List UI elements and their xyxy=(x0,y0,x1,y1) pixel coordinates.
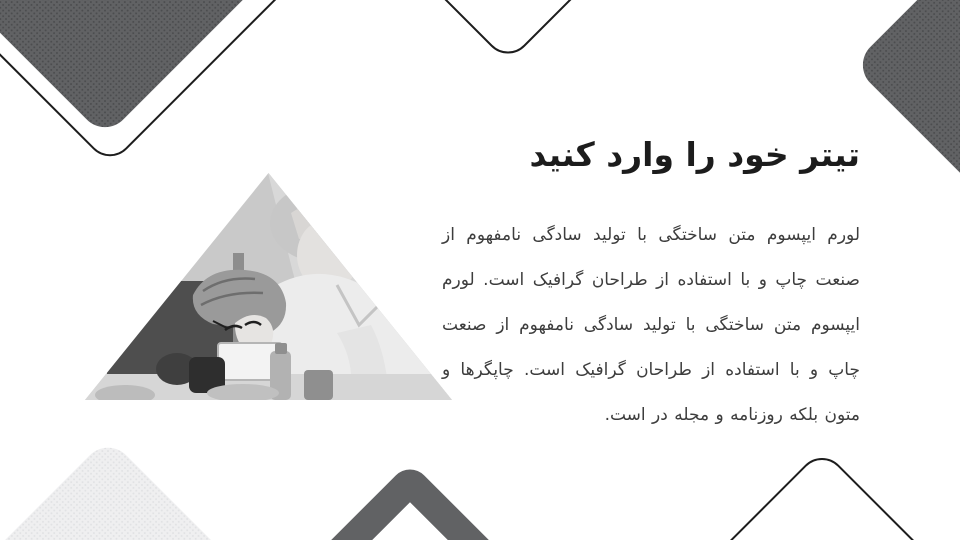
decor-diamond-top-left-outline xyxy=(0,0,322,166)
decor-diamond-bottom-left-filled xyxy=(0,437,313,540)
slide-body-text[interactable]: لورم ایپسوم متن ساختگی با تولید سادگی نامفهوم از صنعت چاپ و با استفاده از طراحان گرافیک است. لورم ایپسوم متن ساختگی با تولید سادگی نامفهوم از صنعت چاپ و با استفاده از طراحان گرافیک است. چاپگرها و متون بلکه روزنامه و مجله در است. xyxy=(442,225,860,425)
slide-text-column xyxy=(442,0,860,540)
decor-diamond-top-right-filled xyxy=(852,0,960,249)
slide-image-placeholder[interactable] xyxy=(85,173,452,400)
slide-title[interactable]: تیتر خود را وارد کنید xyxy=(529,135,860,174)
photo-triangle-illustration xyxy=(85,173,452,400)
